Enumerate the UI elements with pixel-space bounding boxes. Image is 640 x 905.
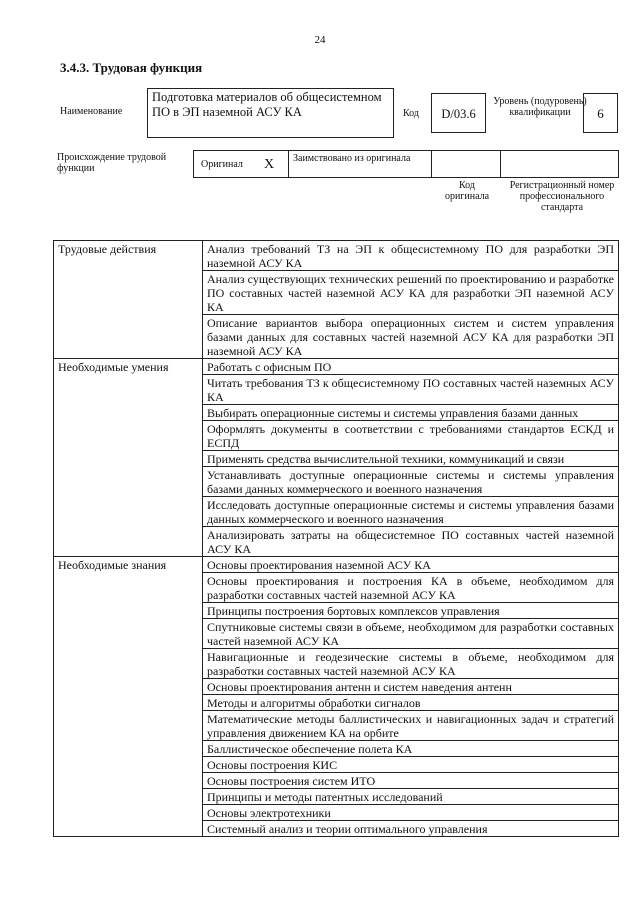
level-value-box: 6: [583, 93, 618, 133]
table-cell: Системный анализ и теории оптимального управления: [203, 821, 619, 837]
table-cell: Описание вариантов выбора операционных систем и систем управления базами данных для составных частей наземной АСУ КА для разработки ЭП наземной АСУ КА: [203, 315, 619, 359]
table-cell: Навигационные и геодезические системы в объеме, необходимом для разработки составных частей наземной АСУ КА: [203, 649, 619, 679]
table-row: [54, 557, 619, 573]
level-label: Уровень (подуровень) квалификации: [493, 96, 587, 118]
table-cell: Оформлять документы в соответствии с требованиями стандартов ЕСКД и ЕСПД: [203, 421, 619, 451]
table-cell: Основы проектирования и построения КА в объеме, необходимом для разработки составных частей наземной АСУ КА: [203, 573, 619, 603]
labor-function-table: [53, 240, 619, 837]
name-label: Наименование: [60, 106, 123, 117]
table-cell: Применять средства вычислительной техники, коммуникаций и связи: [203, 451, 619, 467]
table-cell: Принципы и методы патентных исследований: [203, 789, 619, 805]
table-cell: Математические методы баллистических и навигационных задач и стратегий управления движением КА на орбите: [203, 711, 619, 741]
origin-divider-1: [288, 150, 289, 178]
table-cell: Исследовать доступные операционные системы и системы управления базами данных коммерческого и военного назначения: [203, 497, 619, 527]
code-value-box: D/03.6: [431, 93, 486, 133]
section-title: 3.4.3. Трудовая функция: [60, 60, 203, 75]
table-cell: Принципы построения бортовых комплексов управления: [203, 603, 619, 619]
function-name-box: Подготовка материалов об общесистемном ПО в ЭП наземной АСУ КА: [147, 88, 394, 138]
table-cell: Спутниковые системы связи в объеме, необходимом для разработки составных частей наземной АСУ КА: [203, 619, 619, 649]
category-cell: Необходимые знания: [54, 557, 203, 837]
reg-number-label: Регистрационный номер профессионального стандарта: [509, 180, 615, 213]
table-cell: Выбирать операционные системы и системы управления базами данных: [203, 405, 619, 421]
origin-label: Происхождение трудовой функции: [57, 152, 167, 174]
table-cell: Анализировать затраты на общесистемное ПО составных частей наземной АСУ КА: [203, 527, 619, 557]
table-cell: Методы и алгоритмы обработки сигналов: [203, 695, 619, 711]
table-cell: Анализ требований ТЗ на ЭП к общесистемному ПО для разработки ЭП наземной АСУ КА: [203, 241, 619, 271]
borrowed-label: Заимствовано из оригинала: [293, 153, 411, 164]
origin-divider-2: [431, 150, 432, 178]
code-label: Код: [403, 108, 419, 119]
table-row: [54, 359, 619, 375]
category-cell: Трудовые действия: [54, 241, 203, 359]
code-original-label: Код оригинала: [444, 180, 490, 202]
table-cell: Читать требования ТЗ к общесистемному ПО составных частей наземных АСУ КА: [203, 375, 619, 405]
original-mark: X: [264, 157, 275, 172]
table-cell: Работать с офисным ПО: [203, 359, 619, 375]
origin-table: [193, 150, 619, 178]
table-cell: Основы проектирования наземной АСУ КА: [203, 557, 619, 573]
table-row: [54, 241, 619, 271]
original-label: Оригинал: [201, 159, 243, 170]
origin-divider-3: [500, 150, 501, 178]
table-cell: Баллистическое обеспечение полета КА: [203, 741, 619, 757]
category-cell: Необходимые умения: [54, 359, 203, 557]
table-cell: Основы проектирования антенн и систем наведения антенн: [203, 679, 619, 695]
page-number: 24: [314, 34, 326, 46]
table-cell: Основы электротехники: [203, 805, 619, 821]
table-cell: Основы построения КИС: [203, 757, 619, 773]
table-cell: Анализ существующих технических решений по проектированию и разработке ПО составных частей наземной АСУ КА для разработки ЭП наземной АСУ КА: [203, 271, 619, 315]
table-cell: Основы построения систем ИТО: [203, 773, 619, 789]
table-cell: Устанавливать доступные операционные системы и системы управления базами данных коммерческого и военного назначения: [203, 467, 619, 497]
